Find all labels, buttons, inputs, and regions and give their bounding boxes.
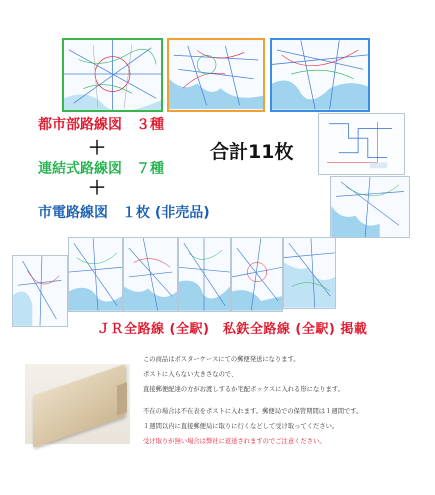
city-maps-label: 都市部路線図 ３種	[38, 117, 164, 133]
poster-tube-image	[25, 364, 130, 444]
plus-sign-1: ＋	[88, 138, 106, 159]
city-map-2-lines	[169, 40, 263, 110]
total-count: 合計11枚	[210, 141, 294, 163]
city-map-1	[62, 38, 163, 112]
connected-map-5	[231, 237, 283, 312]
tram-map-label: 市電路線図 １枚 (非売品)	[38, 205, 210, 221]
notice-line-2: ポストに入らない大きさなので、	[143, 371, 238, 378]
connected-map-1-lines	[13, 256, 67, 326]
notice-line-1: この商品はポスターケースにての郵便発送になります。	[143, 356, 300, 363]
connected-map-6-lines	[284, 238, 335, 308]
connected-map-2-lines	[69, 238, 122, 311]
connected-map-2	[68, 237, 123, 312]
connected-map-4	[178, 237, 231, 312]
connected-map-1	[12, 255, 68, 327]
connected-map-5-lines	[232, 238, 282, 311]
notice-line-5: １週間以内に直接郵便局に取りに行くなどして受け取ってください。	[143, 423, 339, 430]
notice-line-4: 不在の場合は不在表をポストに入れます。郵便局での保管期間は１週間です。	[143, 408, 363, 415]
notice-warning: 受け取りが無い場合は弊社に返送されますのでご注意ください。	[143, 438, 326, 445]
poster-tube-body	[33, 364, 125, 448]
jr-private-lines-label: ＪＲ全路線 (全駅) 私鉄全路線 (全駅) 掲載	[97, 322, 368, 337]
tram-map-lines	[319, 114, 404, 174]
city-map-1-lines	[64, 40, 161, 110]
city-map-3	[270, 38, 370, 112]
city-map-3-lines	[272, 40, 368, 110]
connected-map-3-lines	[124, 238, 177, 311]
plus-sign-2: ＋	[88, 178, 106, 199]
poster-tube-cap	[117, 382, 127, 415]
connected-map-6	[283, 237, 336, 309]
connected-map-7-lines	[331, 177, 409, 237]
connected-maps-label: 連結式路線図 ７種	[38, 161, 164, 177]
city-map-2	[167, 38, 265, 112]
notice-line-3: 直接郵便配達の方がお渡しするか宅配ボックスに入れる形になります。	[143, 386, 344, 393]
connected-map-3	[123, 237, 178, 312]
connected-map-7	[330, 176, 410, 238]
shipping-notice	[25, 352, 417, 452]
tram-map	[318, 113, 405, 175]
connected-map-4-lines	[179, 238, 230, 311]
